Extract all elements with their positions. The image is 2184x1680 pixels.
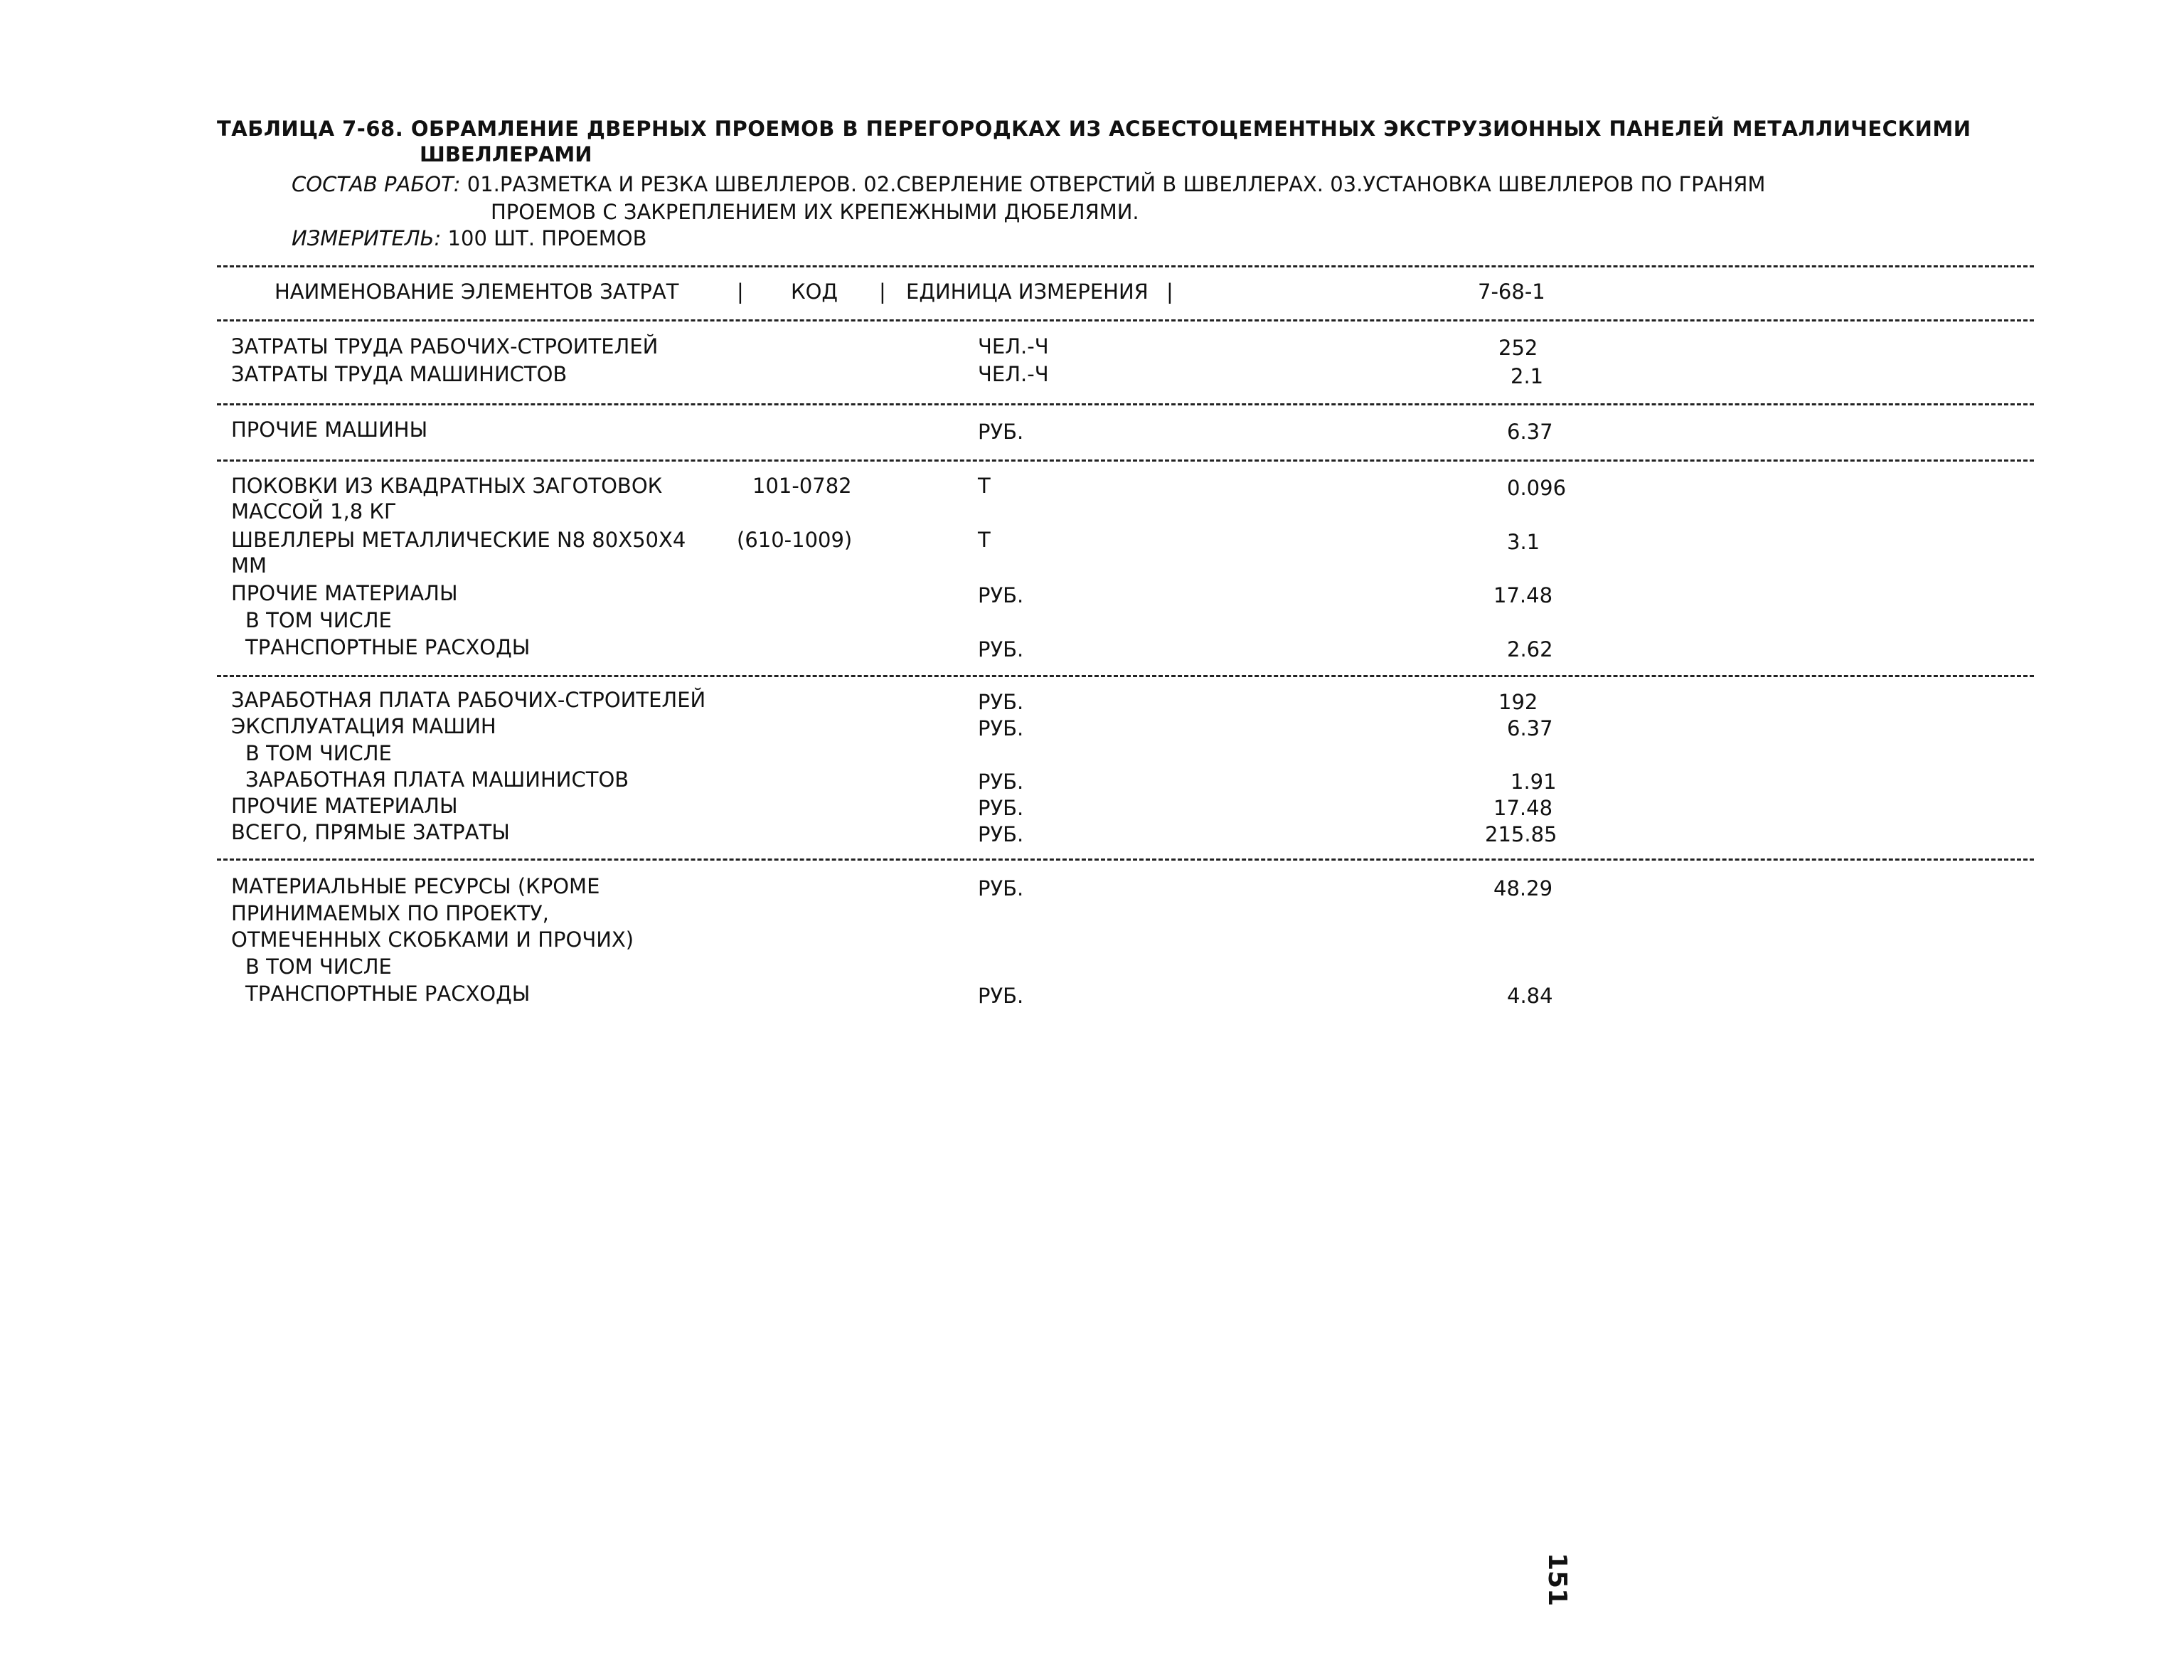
row-value: 215.85 bbox=[1485, 822, 1557, 846]
column-separator: | bbox=[1166, 280, 1173, 304]
row-name: ВСЕГО, ПРЯМЫЕ ЗАТРАТЫ bbox=[231, 820, 510, 844]
row-name: ПРОЧИЕ МАТЕРИАЛЫ bbox=[231, 794, 458, 818]
row-rule bbox=[217, 403, 2034, 405]
row-value: 6.37 bbox=[1507, 420, 1553, 444]
row-value: 252 bbox=[1498, 336, 1538, 360]
row-unit: Т bbox=[978, 528, 991, 552]
page-number: 151 bbox=[1543, 1553, 1572, 1607]
work-composition-text: 01.РАЗМЕТКА И РЕЗКА ШВЕЛЛЕРОВ. 02.СВЕРЛЕНИЕ ОТВЕРСТИЙ В ШВЕЛЛЕРАХ. 03.УСТАНОВКА ШВЕЛЛЕРОВ ПО ГРАНЯМ bbox=[467, 172, 1766, 196]
table-title: ТАБЛИЦА 7-68. ОБРАМЛЕНИЕ ДВЕРНЫХ ПРОЕМОВ В ПЕРЕГОРОДКАХ ИЗ АСБЕСТОЦЕМЕНТНЫХ ЭКСТРУЗИОННЫХ ПАНЕЛЕЙ МЕТАЛЛИЧЕСКИМИ bbox=[217, 117, 1971, 141]
row-unit: РУБ. bbox=[978, 690, 1024, 714]
column-header-unit: ЕДИНИЦА ИЗМЕРЕНИЯ bbox=[906, 280, 1149, 304]
row-name: ЗАТРАТЫ ТРУДА МАШИНИСТОВ bbox=[231, 362, 568, 386]
row-unit: ЧЕЛ.-Ч bbox=[978, 362, 1049, 386]
row-name: ПРОЧИЕ МАШИНЫ bbox=[231, 418, 428, 442]
row-unit: РУБ. bbox=[978, 876, 1024, 900]
row-unit: РУБ. bbox=[978, 583, 1024, 607]
row-name: ПОКОВКИ ИЗ КВАДРАТНЫХ ЗАГОТОВОК bbox=[231, 474, 663, 498]
row-name: ЗАРАБОТНАЯ ПЛАТА РАБОЧИХ-СТРОИТЕЛЕЙ bbox=[231, 688, 706, 712]
work-composition-label: СОСТАВ РАБОТ: bbox=[292, 172, 461, 196]
row-unit: Т bbox=[978, 474, 991, 498]
row-value: 192 bbox=[1498, 690, 1538, 714]
row-name: ММ bbox=[231, 553, 267, 578]
row-name: В ТОМ ЧИСЛЕ bbox=[245, 741, 392, 765]
row-unit: РУБ. bbox=[978, 770, 1024, 794]
header-top-rule bbox=[217, 265, 2034, 267]
row-name: В ТОМ ЧИСЛЕ bbox=[245, 608, 392, 632]
work-composition-line-1 bbox=[292, 172, 1765, 196]
row-unit: РУБ. bbox=[978, 637, 1024, 661]
meter-value: 100 ШТ. ПРОЕМОВ bbox=[447, 226, 647, 250]
row-name: ПРИНИМАЕМЫХ ПО ПРОЕКТУ, bbox=[231, 901, 549, 925]
meter-line bbox=[292, 226, 646, 250]
row-name: МАТЕРИАЛЬНЫЕ РЕСУРСЫ (КРОМЕ bbox=[231, 874, 600, 898]
column-header-norm: 7-68-1 bbox=[1478, 280, 1545, 304]
row-value: 1.91 bbox=[1511, 770, 1557, 794]
column-header-name: НАИМЕНОВАНИЕ ЭЛЕМЕНТОВ ЗАТРАТ bbox=[275, 280, 679, 304]
row-unit: РУБ. bbox=[978, 796, 1024, 820]
row-value: 2.1 bbox=[1511, 364, 1544, 388]
meter-label: ИЗМЕРИТЕЛЬ: bbox=[292, 226, 442, 250]
row-value: 2.62 bbox=[1507, 637, 1553, 661]
row-code: 101-0782 bbox=[752, 474, 852, 498]
row-name: ОТМЕЧЕННЫХ СКОБКАМИ И ПРОЧИХ) bbox=[231, 927, 634, 952]
row-value: 0.096 bbox=[1507, 476, 1567, 500]
row-rule bbox=[217, 858, 2034, 861]
row-value: 6.37 bbox=[1507, 716, 1553, 740]
row-unit: РУБ. bbox=[978, 822, 1024, 846]
row-unit: РУБ. bbox=[978, 420, 1024, 444]
row-value: 17.48 bbox=[1493, 796, 1553, 820]
row-name: ТРАНСПОРТНЫЕ РАСХОДЫ bbox=[245, 635, 531, 659]
column-separator: | bbox=[879, 280, 886, 304]
row-name: В ТОМ ЧИСЛЕ bbox=[245, 955, 392, 979]
row-unit: ЧЕЛ.-Ч bbox=[978, 334, 1049, 358]
row-value: 48.29 bbox=[1493, 876, 1553, 900]
row-unit: РУБ. bbox=[978, 716, 1024, 740]
row-name: ПРОЧИЕ МАТЕРИАЛЫ bbox=[231, 581, 458, 605]
row-value: 17.48 bbox=[1493, 583, 1553, 607]
row-rule bbox=[217, 675, 2034, 677]
row-name: МАССОЙ 1,8 КГ bbox=[231, 499, 397, 523]
row-name: ШВЕЛЛЕРЫ МЕТАЛЛИЧЕСКИЕ N8 80X50X4 bbox=[231, 528, 686, 552]
row-code: (610-1009) bbox=[737, 528, 853, 552]
column-header-code: КОД bbox=[791, 280, 838, 304]
row-value: 3.1 bbox=[1507, 530, 1540, 554]
row-name: ТРАНСПОРТНЫЕ РАСХОДЫ bbox=[245, 982, 531, 1006]
row-rule bbox=[217, 459, 2034, 462]
row-name: ЗАРАБОТНАЯ ПЛАТА МАШИНИСТОВ bbox=[245, 767, 629, 792]
row-name: ЗАТРАТЫ ТРУДА РАБОЧИХ-СТРОИТЕЛЕЙ bbox=[231, 334, 659, 358]
table-title-continuation: ШВЕЛЛЕРАМИ bbox=[420, 142, 592, 166]
header-bottom-rule bbox=[217, 319, 2034, 321]
row-unit: РУБ. bbox=[978, 984, 1024, 1008]
row-value: 4.84 bbox=[1507, 984, 1553, 1008]
column-separator: | bbox=[737, 280, 744, 304]
row-name: ЭКСПЛУАТАЦИЯ МАШИН bbox=[231, 714, 496, 738]
work-composition-line-2: ПРОЕМОВ С ЗАКРЕПЛЕНИЕМ ИХ КРЕПЕЖНЫМИ ДЮБЕЛЯМИ. bbox=[491, 200, 1139, 224]
